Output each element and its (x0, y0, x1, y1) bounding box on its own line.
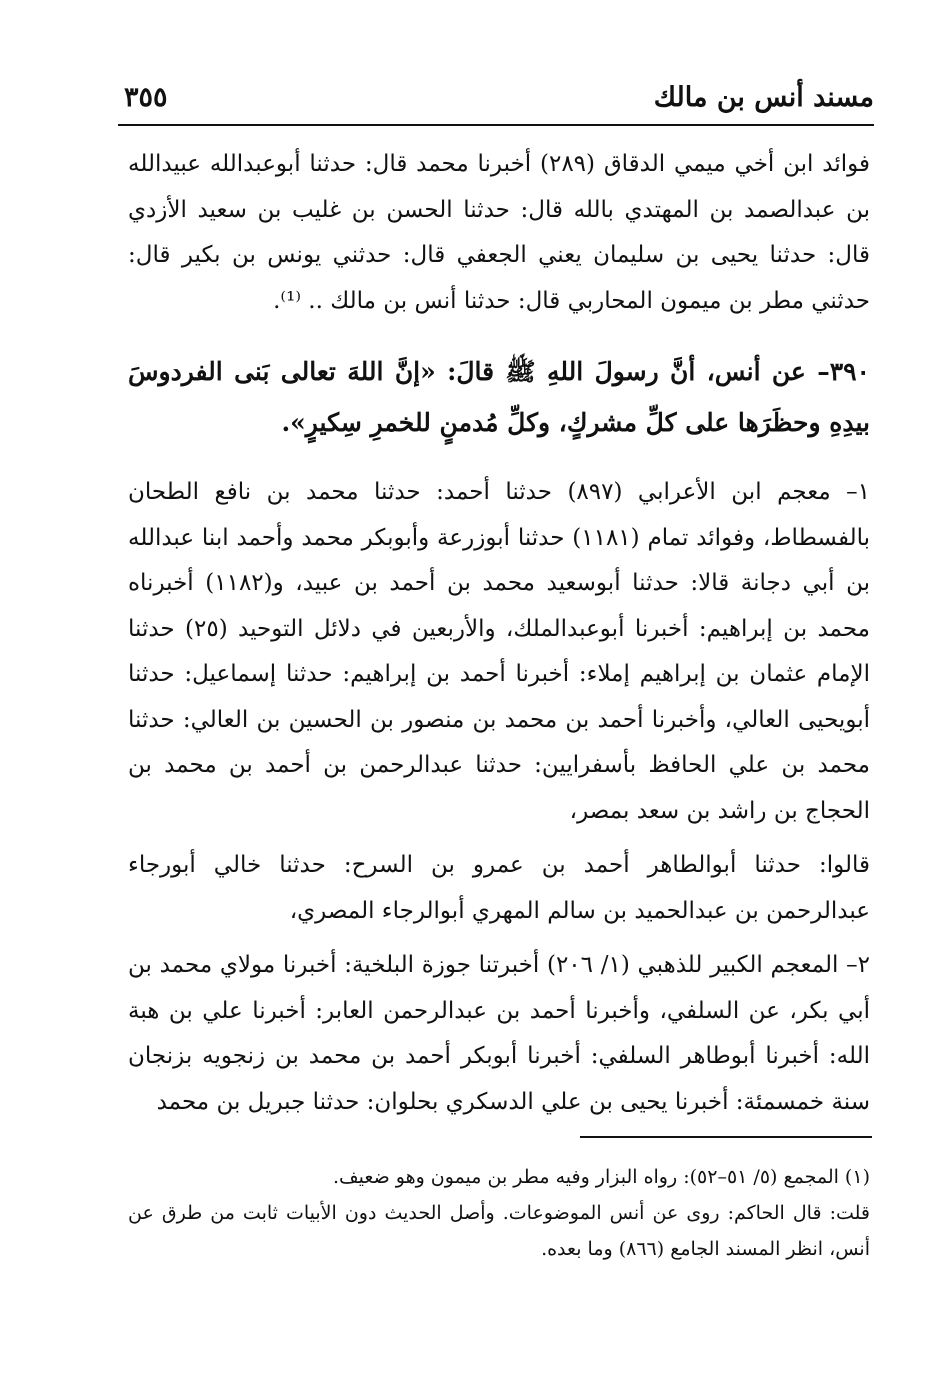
paragraph-takhrij-1-cont: قالوا: حدثنا أبوالطاهر أحمد بن عمرو بن السرح: حدثنا خالي أبورجاء عبدالرحمن بن عبدالحميد بن سالم المهري أبوالرجاء المصري، (128, 852, 870, 924)
header-divider (118, 124, 874, 126)
main-text (128, 142, 870, 1125)
footnote-1: (١) المجمع (٥/ ٥١–٥٢): رواه البزار وفيه مطر بن ميمون وهو ضعيف. (332, 1166, 870, 1188)
header-title: مسند أنس بن مالك (653, 82, 874, 113)
footnotes (128, 1159, 870, 1267)
footnote-divider (580, 1136, 872, 1138)
running-header (118, 78, 874, 124)
footnote-note: قلت: قال الحاكم: روى عن أنس الموضوعات. وأصل الحديث دون الأبيات ثابت من طرق عن أنس، انظر المسند الجامع (٨٦٦) وما بعده. (128, 1202, 870, 1260)
page-number: ٣٥٥ (124, 82, 168, 113)
paragraph-takhrij-2: ٢– المعجم الكبير للذهبي (١/ ٢٠٦) أخبرتنا جوزة البلخية: أخبرنا مولاي محمد بن أبي بكر، عن السلفي، وأخبرنا أحمد بن عبدالرحمن العابر: أخبرنا علي بن هبة الله: أخبرنا أبوطاهر السلفي: أخبرنا أبوبكر أحمد بن محمد بن زنجويه بزنجان سنة خمسمئة: أخبرنا يحيى بن علي الدسكري بحلوان: حدثنا جبريل بن محمد (128, 952, 870, 1115)
hadith-390: ٣٩٠– عن أنس، أنَّ رسولَ اللهِ ﷺ قالَ: «إنَّ اللهَ تعالى بَنى الفردوسَ بيدِهِ وحظَرَها على كلِّ مشركٍ، وكلِّ مُدمنٍ للخمرِ سِكيرٍ». (128, 357, 870, 437)
paragraph-takhrij-1: ١– معجم ابن الأعرابي (٨٩٧) حدثنا أحمد: حدثنا محمد بن نافع الطحان بالفسطاط، وفوائد تمام (١١٨١) حدثنا أبوزرعة وأبوبكر محمد وأحمد ابنا عبدالله بن أبي دجانة قالا: حدثنا أبوسعيد محمد بن أحمد بن عبيد، و(١١٨٢) أخبرناه محمد بن إبراهيم: أخبرنا أبوعبدالملك، والأربعين في دلائل التوحيد (٢٥) حدثنا الإمام عثمان بن إبراهيم إملاء: أخبرنا أحمد بن إبراهيم: حدثنا إسماعيل: حدثنا أبويحيى العالي، وأخبرنا أحمد بن محمد بن منصور بن الحسين بن العالي: حدثنا محمد بن علي الحافظ بأسفرايين: حدثنا عبدالرحمن بن أحمد بن محمد بن الحجاج بن راشد بن سعد بمصر، (128, 479, 871, 824)
paragraph-source-1: فوائد ابن أخي ميمي الدقاق (٢٨٩) أخبرنا محمد قال: حدثنا أبوعبدالله عبيدالله بن عبدالصمد بن المهتدي بالله قال: حدثنا الحسن بن غليب بن سعيد الأزدي قال: حدثنا يحيى بن سليمان يعني الجعفي قال: حدثني يونس بن بكير قال: حدثني مطر بن ميمون المحاربي قال: حدثنا أنس بن مالك .. ⁽¹⁾. (128, 151, 870, 314)
